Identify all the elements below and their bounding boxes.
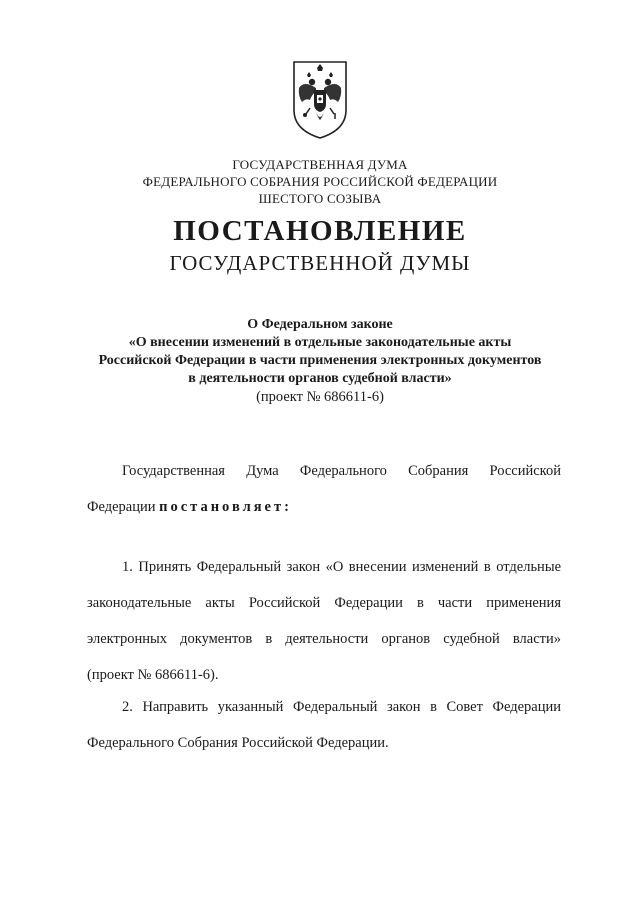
parliament-header <box>0 156 640 207</box>
project-number: (проект № 686611-6) <box>256 389 384 405</box>
item-2-line: Федерального Собрания Российской Федерации. <box>87 735 389 751</box>
header-line-assembly: ФЕДЕРАЛЬНОГО СОБРАНИЯ РОССИЙСКОЙ ФЕДЕРАЦИИ <box>142 174 498 189</box>
item-2-line: 2. Направить указанный Федеральный закон в Совет Федерации <box>122 699 561 715</box>
preamble-line: Государственная Дума Федерального Собрания Российской <box>122 463 561 479</box>
subject-line: О Федеральном законе <box>247 317 393 332</box>
document-title: ПОСТАНОВЛЕНИЕ <box>173 215 467 247</box>
preamble-line <box>87 498 292 516</box>
header-line-duma: ГОСУДАРСТВЕННАЯ ДУМА <box>232 157 408 172</box>
item-1-line: электронных документов в деятельности органов судебной власти» <box>87 631 561 647</box>
coat-of-arms-icon <box>290 58 350 140</box>
item-1-line: 1. Принять Федеральный закон «О внесении изменений в отдельные <box>122 559 561 575</box>
resolves-verb: постановляет: <box>159 499 292 515</box>
header-line-convocation: ШЕСТОГО СОЗЫВА <box>258 191 382 206</box>
preamble-prefix: Федерации <box>87 499 160 515</box>
document-subtitle: ГОСУДАРСТВЕННОЙ ДУМЫ <box>169 251 471 275</box>
decree-body <box>87 462 561 762</box>
subject-line: «О внесении изменений в отдельные законодательные акты <box>128 335 512 350</box>
subject-line: Российской Федерации в части применения электронных документов <box>98 353 542 368</box>
item-1-line: законодательные акты Российской Федерации в части применения <box>87 595 561 611</box>
subject-line: в деятельности органов судебной власти» <box>188 371 452 386</box>
item-1-line: (проект № 686611-6). <box>87 667 219 683</box>
decree-subject <box>0 316 640 406</box>
